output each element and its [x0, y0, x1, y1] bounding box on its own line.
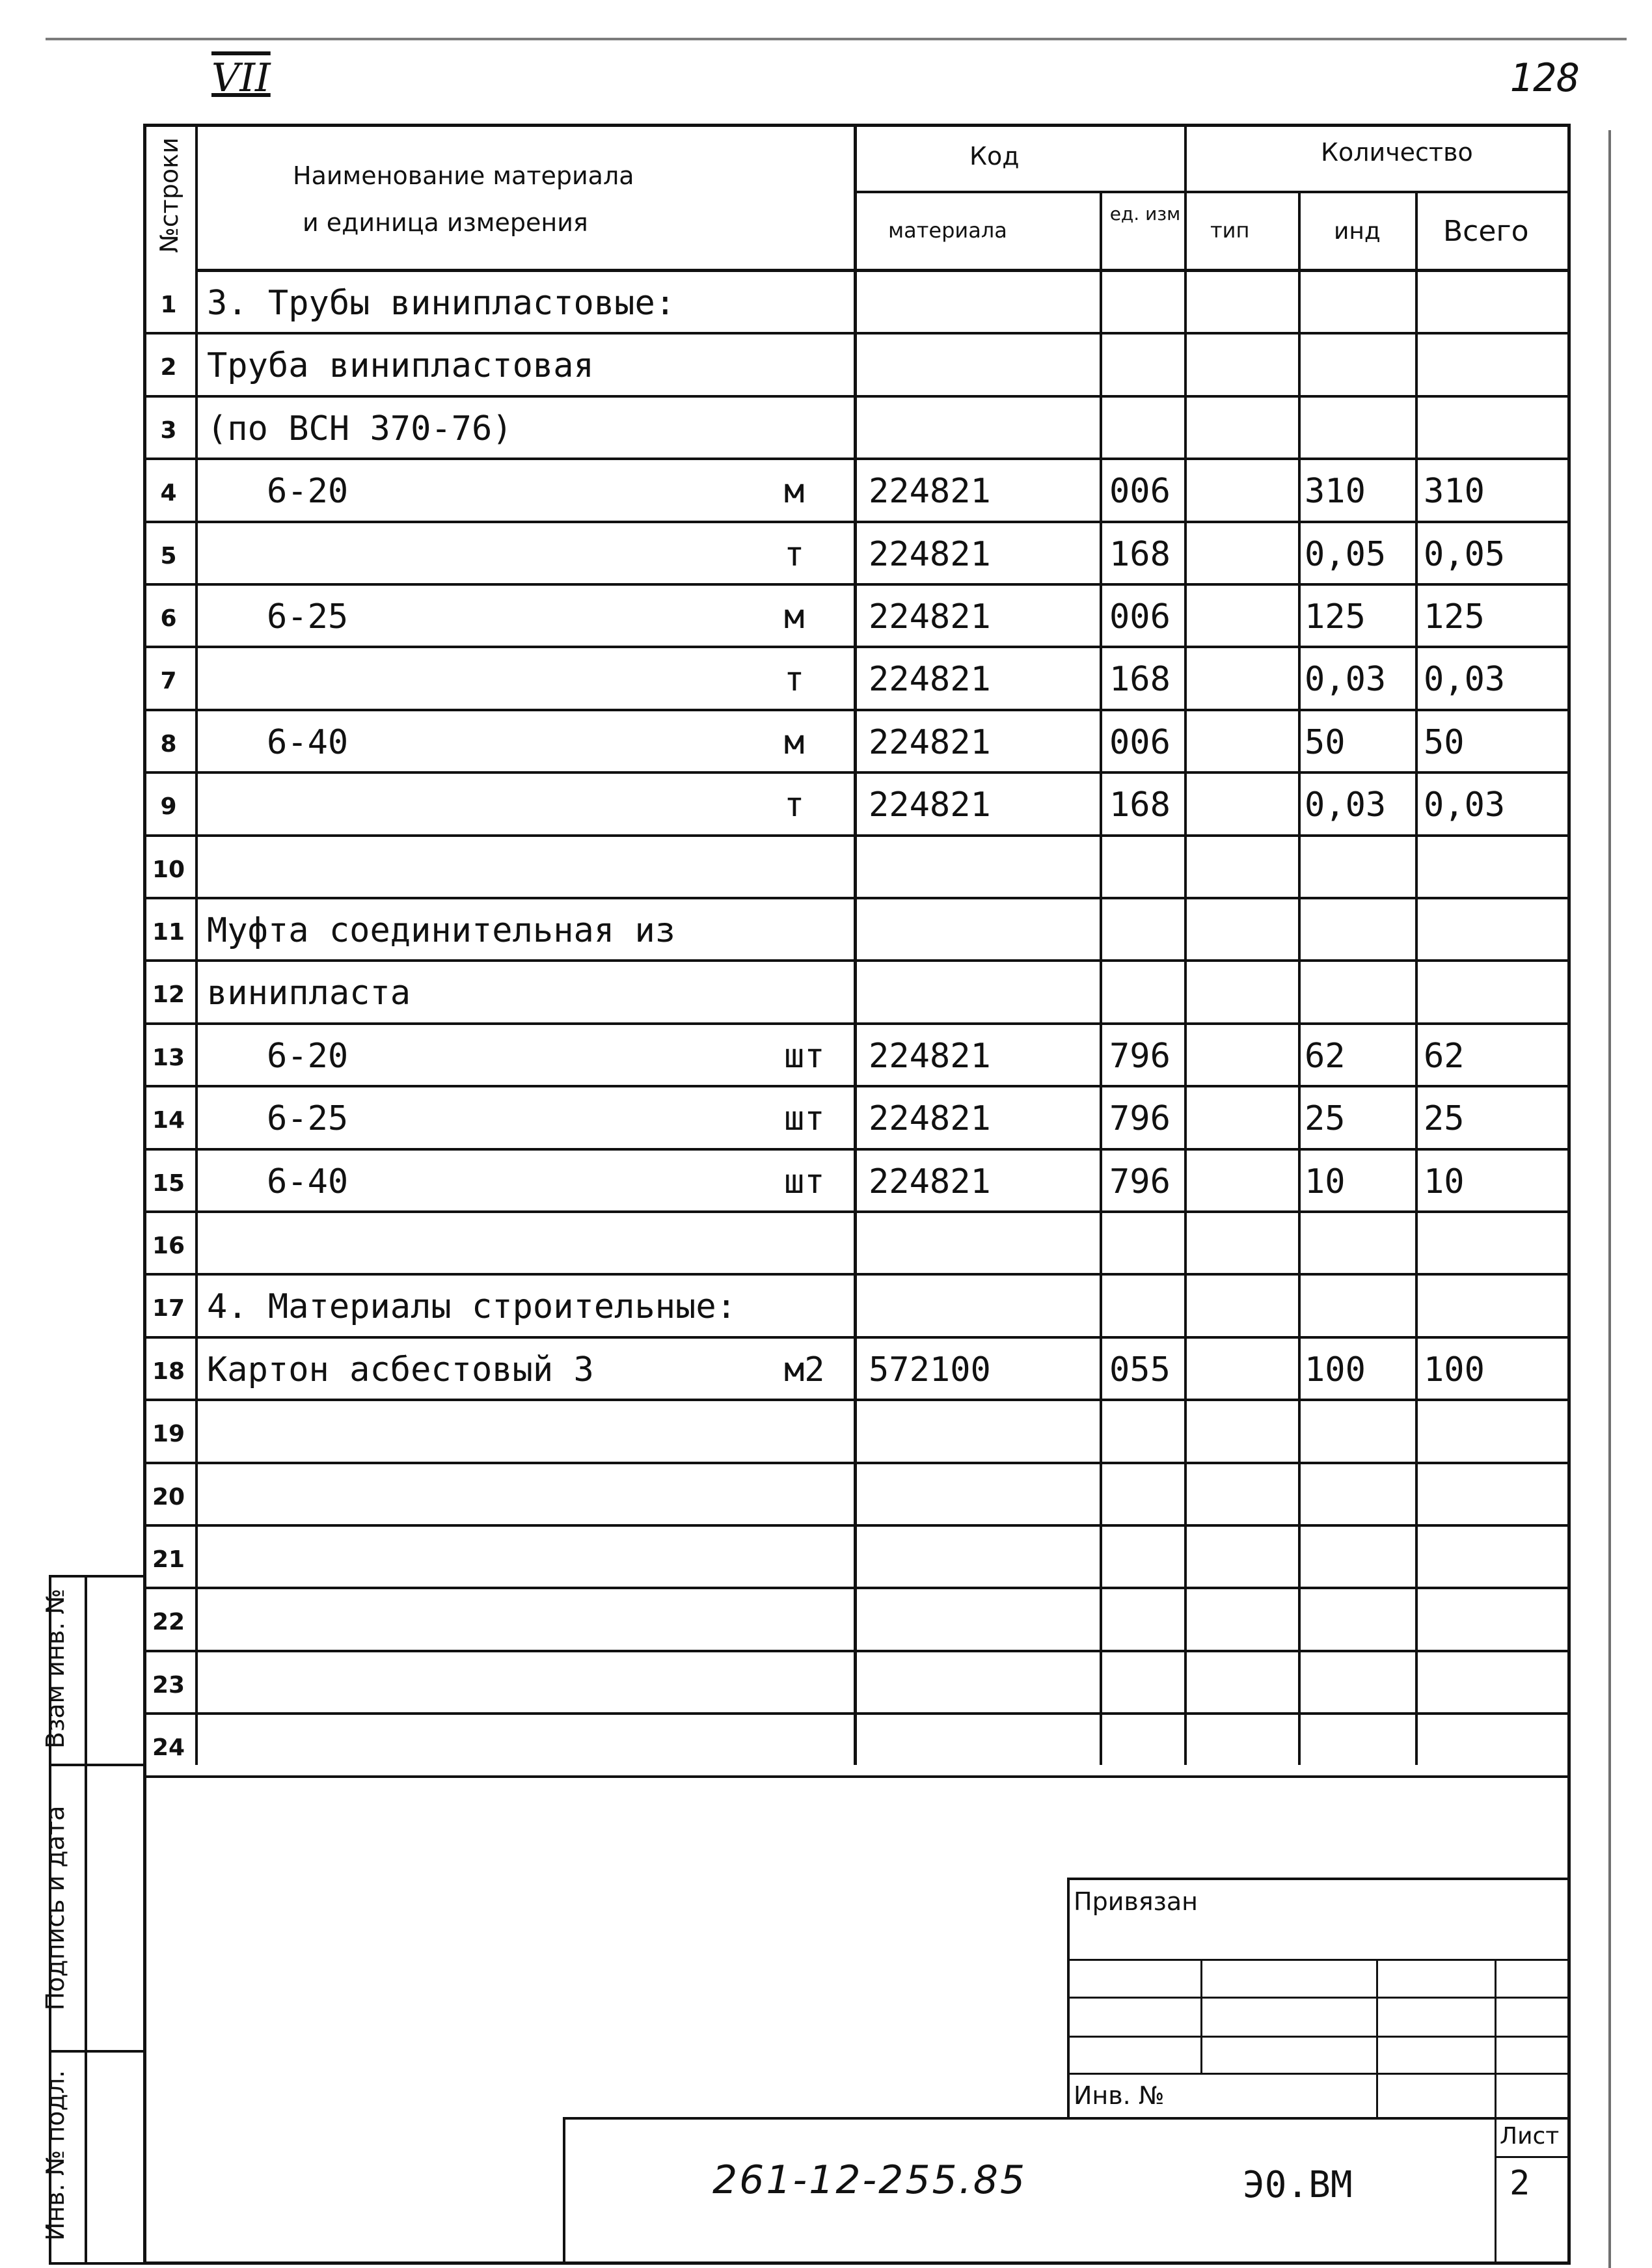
row-unit-code: 006: [1109, 597, 1171, 636]
row-number: 5: [160, 543, 177, 569]
row-unit-code: 006: [1109, 472, 1171, 511]
row-unit-code: 055: [1109, 1350, 1171, 1389]
side-stamp-top-line: [49, 1575, 146, 1578]
side-vzam-label: Взам инв. №: [41, 1589, 70, 1749]
row-ind: 0,05: [1305, 535, 1387, 574]
stamp-sheet-label: Лист: [1500, 2123, 1560, 2150]
row-name: 6-40: [267, 723, 349, 762]
top-scan-line: [46, 38, 1627, 40]
side-stamp-line-2: [49, 2050, 146, 2053]
row-code: 572100: [869, 1350, 991, 1389]
row-unit: м: [784, 597, 805, 636]
row-total: 310: [1424, 472, 1485, 511]
row-number: 1: [160, 292, 177, 318]
stamp-doc-suffix: Э0.ВМ: [1243, 2164, 1353, 2206]
row-code: 224821: [869, 723, 991, 762]
stamp-sheet-no: 2: [1510, 2164, 1530, 2203]
row-number: 19: [152, 1421, 185, 1447]
row-code: 224821: [869, 786, 991, 825]
row-divider: [143, 897, 1571, 899]
row-ind: 100: [1305, 1350, 1366, 1389]
row-number: 2: [160, 354, 177, 381]
row-number: 24: [152, 1734, 185, 1761]
row-unit-code: 168: [1109, 660, 1171, 699]
row-divider: [143, 1022, 1571, 1025]
row-divider: [143, 1524, 1571, 1527]
row-number: 8: [160, 731, 177, 758]
row-name: Картон асбестовый 3: [207, 1350, 594, 1389]
side-inv-podl-label: Инв. № подл.: [41, 2070, 70, 2241]
row-divider: [143, 771, 1571, 774]
col-line-ind: [1415, 192, 1418, 1765]
row-unit: шт: [784, 1162, 825, 1201]
row-name: 4. Материалы строительные:: [207, 1287, 737, 1326]
row-unit: шт: [784, 1037, 825, 1076]
row-divider: [143, 1148, 1571, 1151]
row-divider: [143, 834, 1571, 837]
row-ind: 0,03: [1305, 786, 1387, 825]
header-code-unit: ед. изм: [1109, 203, 1181, 225]
row-number: 20: [152, 1484, 185, 1510]
row-total: 62: [1424, 1037, 1465, 1076]
row-number: 7: [160, 668, 177, 694]
stamp-title-top-line: [563, 2117, 1571, 2120]
right-margin-line: [1608, 130, 1611, 2268]
row-number: 9: [160, 793, 177, 820]
row-ind: 50: [1305, 723, 1346, 762]
row-divider: [143, 583, 1571, 586]
row-number: 15: [152, 1170, 185, 1197]
row-number: 13: [152, 1045, 185, 1071]
row-number: 23: [152, 1672, 185, 1699]
row-name: 3. Трубы винипластовые:: [207, 284, 676, 323]
row-unit: т: [784, 660, 805, 699]
side-stamp-bottom-line: [49, 2262, 146, 2265]
row-number: 16: [152, 1233, 185, 1259]
row-divider: [143, 646, 1571, 648]
row-code: 224821: [869, 1099, 991, 1138]
row-ind: 25: [1305, 1099, 1346, 1138]
stamp-inv-no: Инв. №: [1074, 2081, 1165, 2110]
row-ind: 0,03: [1305, 660, 1387, 699]
row-name: винипласта: [207, 974, 411, 1013]
row-code: 224821: [869, 597, 991, 636]
row-name: 6-20: [267, 472, 349, 511]
header-total: Всего: [1443, 215, 1529, 248]
row-name: 6-25: [267, 597, 349, 636]
row-code: 224821: [869, 535, 991, 574]
row-number: 6: [160, 605, 177, 632]
header-code-material: материала: [888, 218, 1007, 243]
row-unit: т: [784, 786, 805, 825]
row-code: 224821: [869, 1162, 991, 1201]
row-code: 224821: [869, 472, 991, 511]
row-divider: [143, 1462, 1571, 1464]
row-number: 12: [152, 981, 185, 1008]
row-unit-code: 168: [1109, 535, 1171, 574]
section-marker: VII: [211, 55, 271, 101]
row-unit: шт: [784, 1099, 825, 1138]
row-number: 4: [160, 480, 177, 506]
header-code: Код: [969, 142, 1020, 171]
row-ind: 10: [1305, 1162, 1346, 1201]
col-line-code: [1100, 192, 1102, 1765]
row-number: 10: [152, 856, 185, 883]
row-divider: [143, 1775, 1571, 1778]
row-total: 0,03: [1424, 786, 1506, 825]
row-name: Муфта соединительная из: [207, 911, 676, 950]
header-rownum: №строки: [155, 137, 183, 253]
side-stamp-mid-line: [85, 1575, 87, 2265]
header-name-line2: и единица измерения: [303, 208, 588, 237]
row-unit: м2: [784, 1350, 825, 1389]
row-divider: [143, 521, 1571, 523]
side-podpis-label: Подпись и дата: [41, 1805, 70, 2011]
row-divider: [143, 1399, 1571, 1401]
stamp-privyazan: Привязан: [1074, 1887, 1198, 1916]
row-number: 22: [152, 1609, 185, 1635]
row-total: 100: [1424, 1350, 1485, 1389]
stamp-doc-code: 261-12-255.85: [712, 2157, 1027, 2203]
row-unit-code: 796: [1109, 1162, 1171, 1201]
row-total: 25: [1424, 1099, 1465, 1138]
row-divider: [143, 458, 1571, 460]
row-divider: [143, 1712, 1571, 1715]
header-name-line1: Наименование материала: [293, 161, 634, 190]
row-unit-code: 796: [1109, 1099, 1171, 1138]
row-name: 6-25: [267, 1099, 349, 1138]
row-total: 50: [1424, 723, 1465, 762]
header-mid-line: [854, 191, 1571, 193]
row-divider: [143, 1210, 1571, 1213]
row-total: 10: [1424, 1162, 1465, 1201]
row-divider: [143, 959, 1571, 962]
row-number: 17: [152, 1295, 185, 1322]
page-number: 128: [1510, 55, 1580, 101]
header-ind: инд: [1334, 218, 1381, 245]
row-code: 224821: [869, 660, 991, 699]
row-unit-code: 796: [1109, 1037, 1171, 1076]
row-divider: [143, 332, 1571, 335]
row-number: 11: [152, 919, 185, 946]
row-total: 125: [1424, 597, 1485, 636]
stamp-grid-v1: [1200, 1959, 1202, 2075]
col-line-rownum: [195, 124, 198, 1765]
row-divider: [143, 1085, 1571, 1087]
row-divider: [143, 1587, 1571, 1589]
row-unit: м: [784, 472, 805, 511]
col-line-unit: [1184, 124, 1187, 1765]
stamp-line-privyazan: [1067, 1878, 1571, 1880]
row-number: 14: [152, 1107, 185, 1134]
row-code: 224821: [869, 1037, 991, 1076]
row-number: 18: [152, 1358, 185, 1385]
row-divider: [143, 709, 1571, 711]
row-divider: [143, 395, 1571, 398]
row-number: 21: [152, 1546, 185, 1573]
row-total: 0,03: [1424, 660, 1506, 699]
row-name: (по ВСН 370-76): [207, 409, 513, 448]
row-unit-code: 006: [1109, 723, 1171, 762]
row-number: 3: [160, 417, 177, 444]
header-quantity: Количество: [1321, 138, 1473, 167]
row-unit-code: 168: [1109, 786, 1171, 825]
stamp-grid-v3: [1495, 1959, 1496, 2265]
row-name: 6-20: [267, 1037, 349, 1076]
side-stamp-line-1: [49, 1764, 146, 1766]
row-total: 0,05: [1424, 535, 1506, 574]
col-line-name: [854, 124, 857, 1765]
row-ind: 62: [1305, 1037, 1346, 1076]
col-line-type: [1298, 192, 1301, 1765]
row-name: 6-40: [267, 1162, 349, 1201]
stamp-sheet-line: [1495, 2156, 1571, 2158]
row-unit: м: [784, 723, 805, 762]
stamp-grid-v2: [1376, 1959, 1378, 2118]
row-unit: т: [784, 535, 805, 574]
row-divider: [143, 1650, 1571, 1652]
stamp-title-left-line: [563, 2117, 565, 2265]
row-name: Труба винипластовая: [207, 346, 594, 385]
row-divider: [143, 1336, 1571, 1339]
row-ind: 310: [1305, 472, 1366, 511]
header-type: тип: [1210, 218, 1250, 243]
row-divider: [143, 1273, 1571, 1276]
header-bottom-line: [195, 269, 1571, 272]
row-ind: 125: [1305, 597, 1366, 636]
